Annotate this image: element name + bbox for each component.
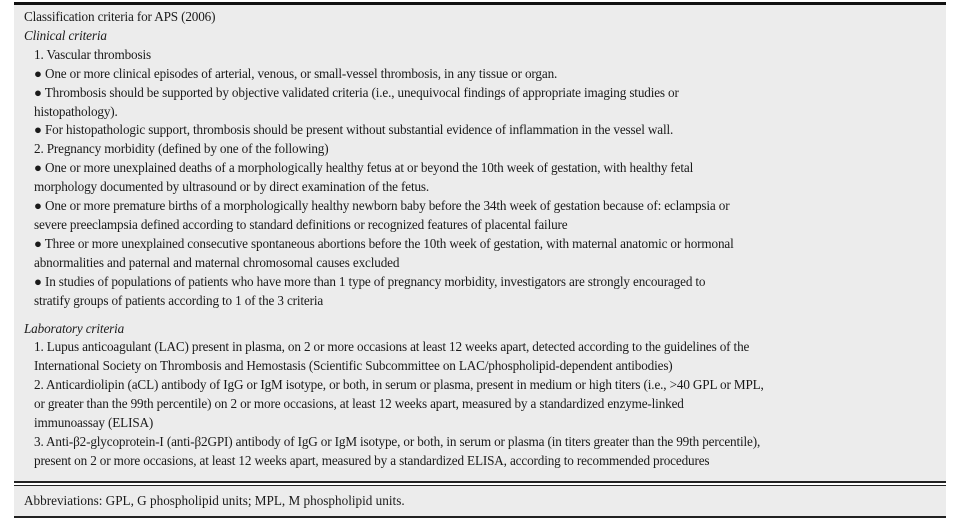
clinical-line: abnormalities and paternal and maternal chromosomal causes excluded	[34, 254, 400, 270]
clinical-line: 1. Vascular thrombosis	[34, 46, 151, 62]
bottom-rule	[14, 516, 946, 518]
laboratory-criteria-list	[24, 338, 946, 470]
clinical-line: ● One or more clinical episodes of arterial, venous, or small-vessel thrombosis, in any tissue or organ.	[34, 65, 558, 81]
clinical-line: histopathology).	[34, 103, 118, 119]
clinical-line: stratify groups of patients according to 1 of the 3 criteria	[34, 292, 324, 308]
criteria-table	[14, 2, 946, 518]
clinical-line: ● One or more premature births of a morphologically healthy newborn baby before the 34th week of gestation because of: eclampsia or	[34, 198, 730, 214]
clinical-line: 2. Pregnancy morbidity (defined by one of the following)	[34, 141, 329, 157]
clinical-criteria-heading: Clinical criteria	[24, 27, 107, 43]
table-title: Classification criteria for APS (2006)	[24, 9, 216, 24]
laboratory-line: or greater than the 99th percentile) on 2 or more occasions, at least 12 weeks apart, measured by a standardized enzyme-linked	[34, 396, 684, 412]
clinical-line: ● Three or more unexplained consecutive spontaneous abortions before the 10th week of gestation, with maternal anatomic or hormonal	[34, 235, 734, 251]
laboratory-line: 1. Lupus anticoagulant (LAC) present in plasma, on 2 or more occasions at least 12 weeks apart, detected according to the guidelines of the	[34, 339, 750, 355]
clinical-line: ● In studies of populations of patients who have more than 1 type of pregnancy morbidity, investigators are strongly encouraged to	[34, 273, 706, 289]
clinical-line: ● One or more unexplained deaths of a morphologically healthy fetus at or beyond the 10th week of gestation, with healthy fetal	[34, 160, 694, 176]
abbreviations-footnote: Abbreviations: GPL, G phospholipid units; MPL, M phospholipid units.	[24, 492, 405, 508]
laboratory-line: 3. Anti-β2-glycoprotein-I (anti-β2GPI) antibody of IgG or IgM isotype, or both, in serum or plasma (in titers greater than the 99th percentile),	[34, 433, 761, 449]
clinical-line: morphology documented by ultrasound or by direct examination of the fetus.	[34, 179, 430, 195]
table-body	[14, 5, 946, 471]
clinical-line: ● For histopathologic support, thrombosis should be present without substantial evidence of inflammation in the vessel wall.	[34, 122, 674, 138]
clinical-line: severe preeclampsia defined according to standard definitions or recognized features of placental failure	[34, 216, 568, 232]
laboratory-line: 2. Anticardiolipin (aCL) antibody of IgG or IgM isotype, or both, in serum or plasma, present in medium or high titers (i.e., >40 GPL or MPL,	[34, 377, 764, 393]
laboratory-criteria-heading: Laboratory criteria	[24, 320, 125, 336]
laboratory-line: immunoassay (ELISA)	[34, 415, 154, 431]
laboratory-line: present on 2 or more occasions, at least 12 weeks apart, measured by a standardized ELISA, according to recommended procedures	[34, 452, 710, 468]
clinical-criteria-list	[24, 46, 946, 311]
laboratory-line: International Society on Thrombosis and Hemostasis (Scientific Subcommittee on LAC/phospholipid-dependent antibodies)	[34, 358, 673, 374]
clinical-line: ● Thrombosis should be supported by objective validated criteria (i.e., unequivocal findings of appropriate imaging studies or	[34, 84, 679, 100]
